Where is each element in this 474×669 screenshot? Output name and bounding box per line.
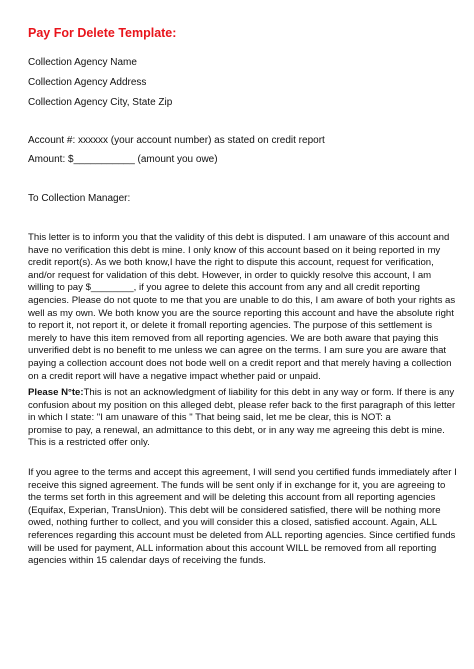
paragraph-line: receive this signed agreement. The funds will be sent only if in exchange for it, you are agreeing to <box>28 479 446 491</box>
paragraph-line: the terms set forth in this agreement and will be deleting this account from all reporting agencies <box>28 492 436 504</box>
paragraph-dispute <box>28 232 456 383</box>
note-first-line-text: This is not an acknowledgment of liability for this debt in any way or form. If there is any <box>83 387 455 398</box>
paragraph-line: This letter is to inform you that the validity of this debt is disputed. I am unaware of this account and <box>28 232 450 243</box>
document-title: Pay For Delete Template: <box>28 26 177 40</box>
paragraph-line: agencies within 15 calendar days of receiving the funds. <box>28 555 266 567</box>
note-label: Please N°te: <box>28 387 84 398</box>
paragraph-line: in which I state: "I am unaware of this " That being said, let me be clear, this is NOT: a <box>28 412 391 424</box>
paragraph-agreement <box>28 467 457 568</box>
paragraph-line: confusion about my position on this alleged debt, please refer back to the first paragraph of this letter <box>28 399 456 411</box>
paragraph-line: credit report(s). As we both know,I have the right to dispute this account, request for verification, <box>28 257 434 269</box>
paragraph-line: well as my own. We both know you are the source reporting this account and have the absolute right <box>28 307 454 319</box>
paragraph-line: agencies. Please do not quote to me that you are unable to do this, I am aware of both your rights as <box>28 294 456 306</box>
paragraph-line: This is a restricted offer only. <box>28 437 150 449</box>
amount-line: Amount: $___________ (amount you owe) <box>28 154 218 165</box>
account-number-line: Account #: xxxxxx (your account number) as stated on credit report <box>28 135 325 146</box>
paragraph-line: (Equifax, Experian, TransUnion). This debt will be considered satisfied, there will be nothing more <box>28 504 441 516</box>
paragraph-line: will be used for payment, ALL information about this account WILL be removed from all reporting <box>28 542 437 554</box>
agency-name: Collection Agency Name <box>28 57 137 68</box>
salutation: To Collection Manager: <box>28 193 131 204</box>
paragraph-line: owed, nothing further to collect, and you will consider this a closed, satisfied account. Again, ALL <box>28 517 438 529</box>
paragraph-line: references regarding this account must be deleted from ALL reporting agencies. Since certified funds <box>28 529 456 541</box>
paragraph-line: merely to have this item removed from all reporting agencies. We are both aware that paying this <box>28 332 439 344</box>
paragraph-line: have no verification this debt is mine. I only know of this account based on it being reported in my <box>28 244 441 256</box>
paragraph-line: unverified debt is no benefit to me unless we can agree on the terms. I am sure you are aware that <box>28 345 447 357</box>
note-first-line <box>28 387 455 400</box>
paragraph-line: and/or request for validation of this debt. However, in order to quickly resolve this account, I am <box>28 269 432 281</box>
paragraph-line: willing to pay $________, if you agree to delete this account from any and all credit reporting <box>28 282 420 294</box>
paragraph-line: If you agree to the terms and accept this agreement, I will send you certified funds immediately after I <box>28 467 457 478</box>
paragraph-line: promise to pay, a renewal, an admittance to this debt, or in any way me agreeing this debt is mine. <box>28 424 445 436</box>
paragraph-line: to report it, not report it, or delete it fromall reporting agencies. The purpose of this settlement is <box>28 320 433 332</box>
paragraph-line: paying a collection account does not bode well on a credit report and that merely having a collection <box>28 357 452 369</box>
agency-address: Collection Agency Address <box>28 77 147 88</box>
paragraph-note <box>28 387 456 450</box>
agency-city-state-zip: Collection Agency City, State Zip <box>28 97 173 108</box>
paragraph-line: on a credit report will have a negative impact whether paid or unpaid. <box>28 370 321 382</box>
